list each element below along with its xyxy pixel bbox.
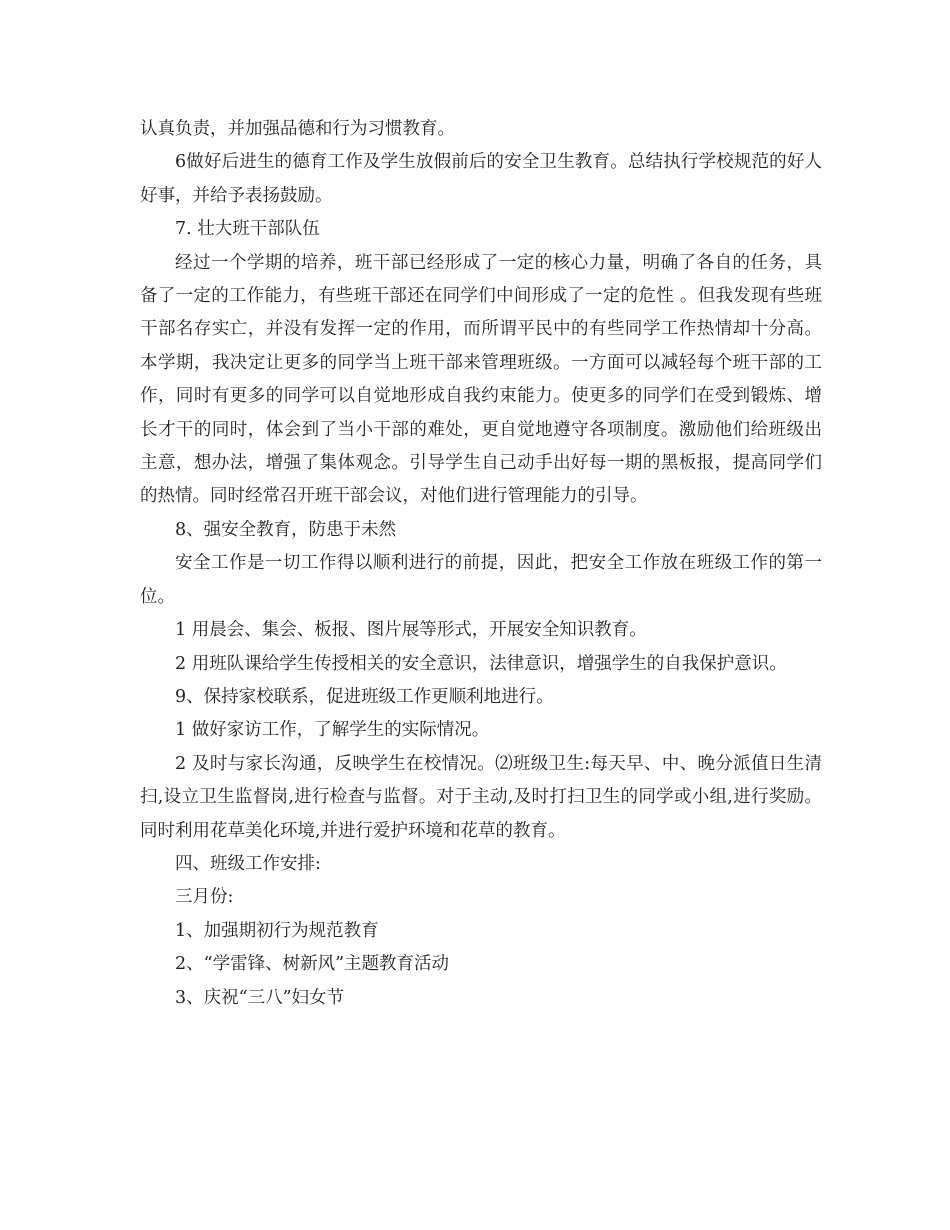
- section-heading-8: 8、强安全教育，防患于未然: [175, 519, 397, 540]
- section-heading-9: 9、保持家校联系，促进班级工作更顺利地进行。: [175, 686, 554, 707]
- list-item-march-3: 3、庆祝“三八”妇女节: [175, 987, 345, 1008]
- document-body: [140, 113, 822, 1015]
- month-heading-march: 三月份:: [175, 887, 234, 908]
- list-item-march-2: 2、“学雷锋、树新风”主题教育活动: [175, 954, 450, 975]
- list-item-march-1: 1、加强期初行为规范教育: [175, 920, 379, 941]
- list-item-home-visit-2: 2 及时与家长沟通，反映学生在校情况。⑵班级卫生:每天早、中、晚分派值日生清扫,设立卫生监督岗,进行检查与监督。对于主动,及时打扫卫生的同学或小组,进行奖励。同时利用花草美化环境,并进行爱护环境和花草的教育。: [140, 753, 822, 841]
- section-heading-schedule: 四、班级工作安排:: [175, 853, 321, 874]
- section-heading-7: 7. 壮大班干部队伍: [175, 219, 320, 240]
- paragraph-continuation: 认真负责，并加强品德和行为习惯教育。: [140, 119, 455, 139]
- paragraph-safety: 安全工作是一切工作得以顺利进行的前提，因此，把安全工作放在班级工作的第一位。: [140, 553, 822, 607]
- list-item-safety-2: 2 用班队课给学生传授相关的安全意识，法律意识，增强学生的自我保护意识。: [175, 653, 787, 674]
- paragraph-item-6: 6做好后进生的德育工作及学生放假前后的安全卫生教育。总结执行学校规范的好人好事，并给予表扬鼓励。: [140, 152, 822, 206]
- list-item-home-visit-1: 1 做好家访工作，了解学生的实际情况。: [175, 720, 490, 741]
- list-item-safety-1: 1 用晨会、集会、板报、图片展等形式，开展安全知识教育。: [175, 620, 647, 641]
- paragraph-class-cadres: 经过一个学期的培养，班干部已经形成了一定的核心力量，明确了各自的任务，具备了一定的工作能力，有些班干部还在同学们中间形成了一定的危性 。但我发现有些班干部名存实亡，并没有发挥一定的作用，而所谓平民中的有些同学工作热情却十分高。本学期，我决定让更多的同学当上班干部来管理班级。一方面可以减轻每个班干部的工作，同时有更多的同学可以自觉地形成自我约束能力。使更多的同学们在受到锻炼、增长才干的同时，体会到了当小干部的难处，更自觉地遵守各项制度。激励他们给班级出主意，想办法，增强了集体观念。引导学生自己动手出好每一期的黑板报，提高同学们的热情。同时经常召开班干部会议，对他们进行管理能力的引导。: [140, 252, 822, 507]
